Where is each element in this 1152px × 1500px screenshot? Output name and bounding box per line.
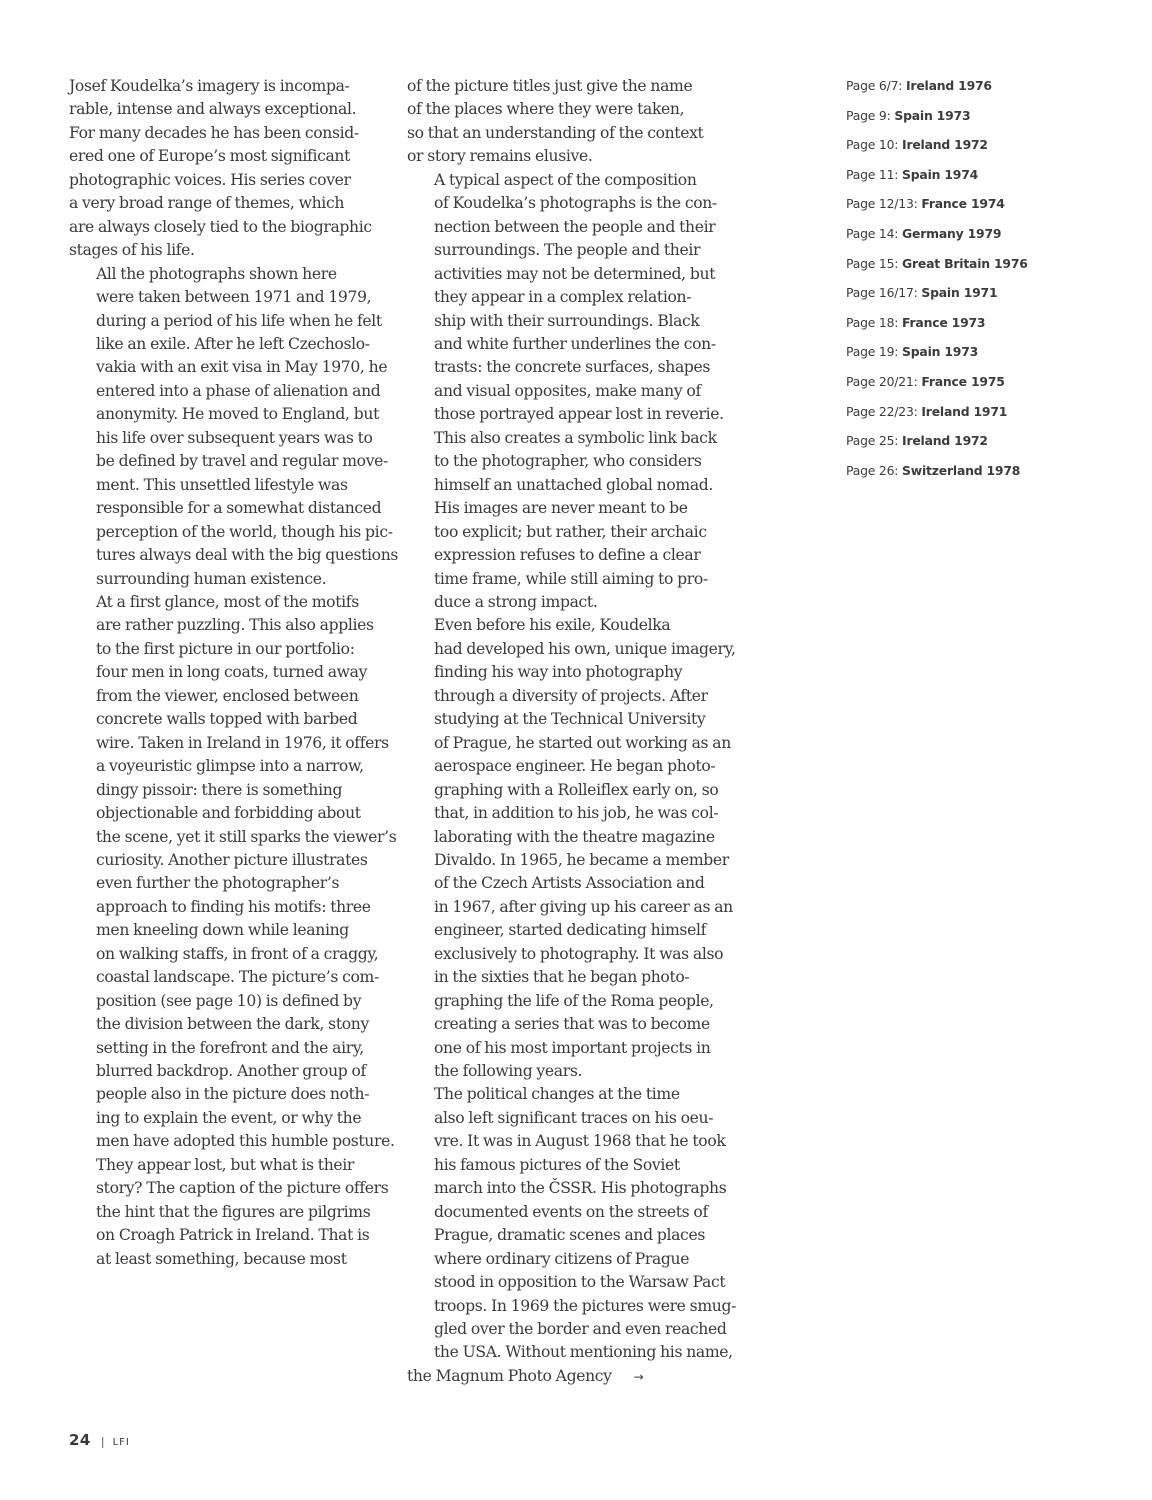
text-line: are rather puzzling. This also applies — [96, 616, 374, 635]
picture-index-item — [846, 254, 1028, 284]
article-paragraph — [69, 591, 397, 1271]
picture-index — [846, 76, 1028, 490]
text-line: ered one of Europe’s most significant — [69, 147, 351, 166]
picture-index-item — [846, 402, 1028, 432]
text-line: approach to finding his motifs: three — [96, 897, 371, 916]
picture-title: Ireland 1976 — [906, 78, 992, 93]
text-line: be defined by travel and regular move- — [96, 452, 388, 471]
page-reference: Page 26: — [846, 462, 899, 478]
text-line: activities may not be determined, but — [434, 264, 716, 283]
text-line: vre. It was in August 1968 that he took — [434, 1132, 726, 1151]
text-line: men kneeling down while leaning — [96, 921, 349, 940]
text-line: trasts: the concrete surfaces, shapes — [434, 358, 711, 377]
text-line: duce a strong impact. — [434, 592, 598, 611]
page-reference: Page 19: — [846, 344, 899, 360]
text-line: are always closely tied to the biographic — [69, 217, 372, 236]
text-line: A typical aspect of the composition — [434, 170, 697, 189]
picture-index-item — [846, 194, 1028, 224]
text-line: even further the photographer’s — [96, 874, 340, 893]
text-line: during a period of his life when he felt — [96, 311, 382, 330]
text-line: where ordinary citizens of Prague — [434, 1249, 690, 1268]
text-line: All the photographs shown here — [96, 264, 337, 283]
picture-title: France 1975 — [921, 373, 1005, 389]
text-line: men have adopted this humble posture. — [96, 1132, 395, 1151]
page-reference: Page 20/21: — [846, 373, 918, 389]
continue-arrow-icon: → — [633, 1369, 644, 1384]
text-line: his life over subsequent years was to — [96, 428, 373, 447]
text-line: They appear lost, but what is their — [96, 1155, 355, 1174]
picture-title: Ireland 1971 — [921, 403, 1008, 419]
text-line: wire. Taken in Ireland in 1976, it offers — [96, 733, 389, 752]
text-line: through a diversity of projects. After — [434, 686, 708, 705]
text-line: stages of his life. — [69, 241, 195, 260]
page-reference: Page 10: — [846, 137, 899, 153]
text-line: rable, intense and always exceptional. — [69, 100, 357, 119]
magazine-name: LFI — [112, 1437, 130, 1448]
page-footer — [69, 1431, 130, 1449]
page-reference: Page 15: — [846, 255, 899, 271]
text-line: or story remains elusive. — [407, 147, 593, 166]
text-line: blurred backdrop. Another group of — [96, 1062, 366, 1081]
page-reference: Page 16/17: — [846, 285, 918, 301]
page-reference: Page 18: — [846, 314, 899, 330]
page-reference: Page 11: — [846, 166, 899, 182]
text-line: also left significant traces on his oeu- — [434, 1108, 714, 1127]
article-paragraph — [407, 614, 736, 1083]
article-column-1 — [69, 75, 399, 1271]
text-line: At a first glance, most of the motifs — [96, 592, 359, 611]
text-line: For many decades he has been consid- — [69, 123, 359, 142]
text-line: vakia with an exit visa in May 1970, he — [96, 358, 388, 377]
text-line: people also in the picture does noth- — [96, 1085, 370, 1104]
page-reference: Page 12/13: — [846, 196, 918, 212]
text-line: Divaldo. In 1965, he became a member — [434, 850, 729, 869]
text-line: the following years. — [434, 1062, 583, 1081]
text-line: ing to explain the event, or why the — [96, 1108, 362, 1127]
text-line: ment. This unsettled lifestyle was — [96, 475, 348, 494]
picture-index-item — [846, 224, 1028, 254]
text-line: ship with their surroundings. Black — [434, 311, 700, 330]
picture-title: Spain 1973 — [894, 107, 971, 123]
text-line: Prague, dramatic scenes and places — [434, 1226, 705, 1245]
text-line: surroundings. The people and their — [434, 241, 701, 260]
text-line: This also creates a symbolic link back — [434, 428, 717, 447]
picture-title: France 1973 — [902, 314, 986, 330]
text-line: four men in long coats, turned away — [96, 663, 368, 682]
text-line: of Koudelka’s photographs is the con- — [434, 194, 717, 213]
text-line: The political changes at the time — [434, 1085, 680, 1104]
text-line: documented events on the streets of — [434, 1202, 708, 1221]
text-line: in the sixties that he began photo- — [434, 968, 690, 987]
picture-index-item — [846, 431, 1028, 461]
text-line: laborating with the theatre magazine — [434, 827, 715, 846]
picture-title: Switzerland 1978 — [902, 462, 1021, 478]
text-line: position (see page 10) is defined by — [96, 991, 362, 1010]
article-paragraph — [407, 75, 709, 169]
text-line: engineer, started dedicating himself — [434, 921, 707, 940]
text-line: to the first picture in our portfolio: — [96, 639, 355, 658]
article-paragraph — [407, 1083, 736, 1389]
text-line: of the picture titles just give the name — [407, 77, 693, 95]
text-line: Josef Koudelka’s imagery is incompa- — [69, 77, 350, 95]
picture-title: Spain 1971 — [921, 285, 998, 301]
text-line: Even before his exile, Koudelka — [434, 616, 671, 635]
text-line: anonymity. He moved to England, but — [96, 405, 379, 424]
text-line: objectionable and forbidding about — [96, 804, 361, 823]
text-line: himself an unattached global nomad. — [434, 475, 714, 494]
text-line: that, in addition to his job, he was col- — [434, 804, 719, 823]
text-line: stood in opposition to the Warsaw Pact — [434, 1273, 726, 1292]
picture-title: Germany 1979 — [902, 225, 1002, 241]
text-line: expression refuses to define a clear — [434, 546, 701, 565]
text-line: were taken between 1971 and 1979, — [96, 288, 372, 307]
text-line: and white further underlines the con- — [434, 334, 716, 353]
page-number: 24 — [69, 1431, 91, 1449]
text-line: the division between the dark, stony — [96, 1015, 369, 1034]
text-line: his famous pictures of the Soviet — [434, 1155, 680, 1174]
text-line: studying at the Technical University — [434, 710, 706, 729]
text-line: of Prague, he started out working as an — [434, 733, 731, 752]
text-line: had developed his own, unique imagery, — [434, 639, 736, 658]
picture-title: Spain 1974 — [902, 166, 979, 182]
text-line: the Magnum Photo Agency — [407, 1366, 612, 1385]
text-line: like an exile. After he left Czechoslo- — [96, 334, 370, 353]
text-line: gled over the border and even reached — [434, 1320, 727, 1339]
picture-title: Spain 1973 — [902, 344, 979, 360]
page-reference: Page 25: — [846, 433, 899, 449]
text-line: a voyeuristic glimpse into a narrow, — [96, 757, 364, 776]
text-line: on Croagh Patrick in Ireland. That is — [96, 1226, 370, 1245]
text-line: aerospace engineer. He began photo- — [434, 757, 716, 776]
picture-index-item — [846, 165, 1028, 195]
picture-index-item — [846, 106, 1028, 136]
text-line: finding his way into photography — [434, 663, 683, 682]
article-paragraph — [407, 169, 724, 615]
text-line: story? The caption of the picture offers — [96, 1179, 389, 1198]
text-line: setting in the forefront and the airy, — [96, 1038, 364, 1057]
text-line: at least something, because most — [96, 1249, 347, 1268]
text-line: to the photographer, who considers — [434, 452, 702, 471]
picture-title: France 1974 — [921, 196, 1005, 212]
text-line: curiosity. Another picture illustrates — [96, 850, 368, 869]
text-line: a very broad range of themes, which — [69, 194, 345, 213]
text-line: surrounding human existence. — [96, 569, 327, 588]
text-line: graphing with a Rolleiflex early on, so — [434, 780, 719, 799]
text-line: on walking staffs, in front of a craggy, — [96, 944, 379, 963]
picture-title: Great Britain 1976 — [902, 255, 1028, 271]
text-line: march into the ČSSR. His photographs — [434, 1179, 727, 1198]
picture-index-item — [846, 135, 1028, 165]
page-reference: Page 9: — [846, 107, 891, 123]
text-line: too explicit; but rather, their archaic — [434, 522, 707, 541]
picture-index-item — [846, 342, 1028, 372]
text-line: perception of the world, though his pic- — [96, 522, 393, 541]
article-paragraph — [69, 75, 372, 263]
picture-index-item — [846, 461, 1028, 491]
text-line: the scene, yet it still sparks the viewer’s — [96, 827, 397, 846]
picture-index-item — [846, 313, 1028, 343]
text-line: entered into a phase of alienation and — [96, 381, 381, 400]
picture-index-item — [846, 283, 1028, 313]
text-line: His images are never meant to be — [434, 499, 688, 518]
text-line: the USA. Without mentioning his name, — [434, 1343, 733, 1362]
text-line: exclusively to photography. It was also — [434, 944, 724, 963]
text-line: dingy pissoir: there is something — [96, 780, 343, 799]
text-line: graphing the life of the Roma people, — [434, 991, 714, 1010]
page-reference: Page 22/23: — [846, 403, 918, 419]
text-line: nection between the people and their — [434, 217, 716, 236]
page-reference: Page 6/7: — [846, 78, 903, 93]
picture-title: Ireland 1972 — [902, 433, 988, 449]
text-line: creating a series that was to become — [434, 1015, 710, 1034]
text-line: in 1967, after giving up his career as an — [434, 897, 733, 916]
footer-separator: | — [100, 1435, 105, 1448]
text-line: from the viewer, enclosed between — [96, 686, 359, 705]
article-column-2 — [407, 75, 736, 1389]
page-reference: Page 14: — [846, 225, 899, 241]
text-line: tures always deal with the big questions — [96, 546, 399, 565]
picture-title: Ireland 1972 — [902, 137, 988, 153]
text-line: time frame, while still aiming to pro- — [434, 569, 708, 588]
text-line: coastal landscape. The picture’s com- — [96, 968, 379, 987]
text-line: they appear in a complex relation- — [434, 288, 692, 307]
text-line: and visual opposites, make many of — [434, 381, 701, 400]
text-line: responsible for a somewhat distanced — [96, 499, 382, 518]
text-line: concrete walls topped with barbed — [96, 710, 358, 729]
text-line: so that an understanding of the context — [407, 123, 704, 142]
article-paragraph — [69, 263, 399, 591]
picture-index-item — [846, 76, 1028, 106]
text-line: photographic voices. His series cover — [69, 170, 351, 189]
text-line: troops. In 1969 the pictures were smug- — [434, 1296, 736, 1315]
text-line: of the Czech Artists Association and — [434, 874, 705, 893]
text-line: the hint that the figures are pilgrims — [96, 1202, 371, 1221]
text-line: of the places where they were taken, — [407, 100, 685, 119]
text-line: those portrayed appear lost in reverie. — [434, 405, 724, 424]
picture-index-item — [846, 372, 1028, 402]
text-line: one of his most important projects in — [434, 1038, 711, 1057]
